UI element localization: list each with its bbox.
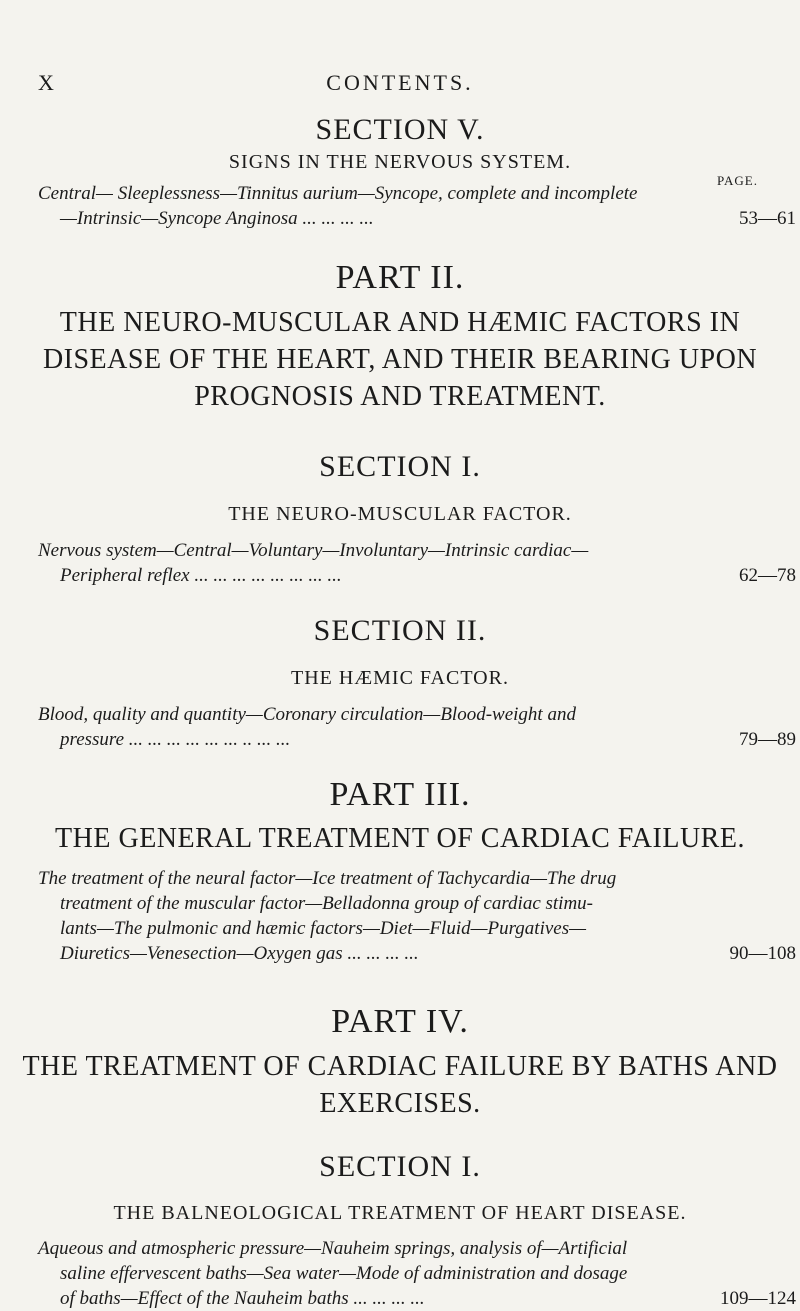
page-range: 109—124 <box>720 1288 796 1309</box>
entry-line <box>38 941 796 966</box>
part-ii-section-i-entry <box>38 538 796 588</box>
running-header: CONTENTS. <box>326 70 474 95</box>
entry-line: lants—The pulmonic and hæmic factors—Diet—Fluid—Purgatives— <box>60 918 587 939</box>
section-v-entry <box>38 181 796 231</box>
part-ii-section-i-subtitle: THE NEURO-MUSCULAR FACTOR. <box>228 503 572 525</box>
entry-line: Nervous system—Central—Voluntary—Involuntary—Intrinsic cardiac— <box>38 540 589 561</box>
part-ii-section-ii-entry <box>38 702 796 752</box>
entry-line <box>38 563 796 588</box>
entry-line <box>38 1286 796 1311</box>
entry-line <box>38 206 796 231</box>
part-iv-heading-line: EXERCISES. <box>319 1088 481 1119</box>
entry-line: The treatment of the neural factor—Ice treatment of Tachycardia—The drug <box>38 868 617 889</box>
part-ii-heading-line: PROGNOSIS AND TREATMENT. <box>194 381 606 412</box>
entry-text: Peripheral reflex ... ... ... ... ... ... ... ... <box>60 565 342 586</box>
part-ii-section-ii-subtitle: THE HÆMIC FACTOR. <box>291 667 509 689</box>
part-iii-heading: THE GENERAL TREATMENT OF CARDIAC FAILURE. <box>55 823 745 854</box>
entry-line: Blood, quality and quantity—Coronary circulation—Blood-weight and <box>38 704 576 725</box>
page-column-label: PAGE. <box>716 173 758 188</box>
part-ii-heading-line: DISEASE OF THE HEART, AND THEIR BEARING UPON <box>42 344 758 375</box>
part-iv-section-i-subtitle: THE BALNEOLOGICAL TREATMENT OF HEART DISEASE. <box>113 1202 687 1224</box>
entry-line <box>38 727 796 752</box>
entry-line: Central— Sleeplessness—Tinnitus aurium—Syncope, complete and incomplete <box>38 183 638 204</box>
page-range: 90—108 <box>729 943 796 964</box>
entry-text: pressure ... ... ... ... ... ... .. ... ... <box>60 729 291 750</box>
section-v-title: SECTION V. <box>315 113 485 146</box>
page-range: 53—61 <box>739 208 796 229</box>
entry-line: treatment of the muscular factor—Belladonna group of cardiac stimu- <box>60 893 594 914</box>
part-iii-entry <box>38 866 796 966</box>
part-iv-section-i-entry <box>38 1236 796 1311</box>
part-ii-heading-line: THE NEURO-MUSCULAR AND HÆMIC FACTORS IN <box>59 307 741 338</box>
page-number-roman: X <box>38 70 55 95</box>
part-iv-heading-line: THE TREATMENT OF CARDIAC FAILURE BY BATHS AND <box>22 1051 778 1082</box>
page-range: 79—89 <box>739 729 796 750</box>
part-iii-title: PART III. <box>329 776 471 813</box>
part-iv-title: PART IV. <box>331 1003 469 1040</box>
entry-line: Aqueous and atmospheric pressure—Nauheim springs, analysis of—Artificial <box>38 1238 628 1259</box>
page-range: 62—78 <box>739 565 796 586</box>
entry-text: Diuretics—Venesection—Oxygen gas ... ... ... ... <box>60 943 419 964</box>
entry-text: —Intrinsic—Syncope Anginosa ... ... ... ... <box>60 208 374 229</box>
part-ii-section-i-title: SECTION I. <box>319 450 481 483</box>
part-ii-section-ii-title: SECTION II. <box>313 614 487 647</box>
part-ii-title: PART II. <box>335 259 465 296</box>
part-iv-section-i-title: SECTION I. <box>319 1150 481 1183</box>
section-v-subtitle: SIGNS IN THE NERVOUS SYSTEM. <box>228 151 572 173</box>
entry-text: of baths—Effect of the Nauheim baths ... ... ... ... <box>60 1288 425 1309</box>
entry-line: saline effervescent baths—Sea water—Mode of administration and dosage <box>60 1263 628 1284</box>
